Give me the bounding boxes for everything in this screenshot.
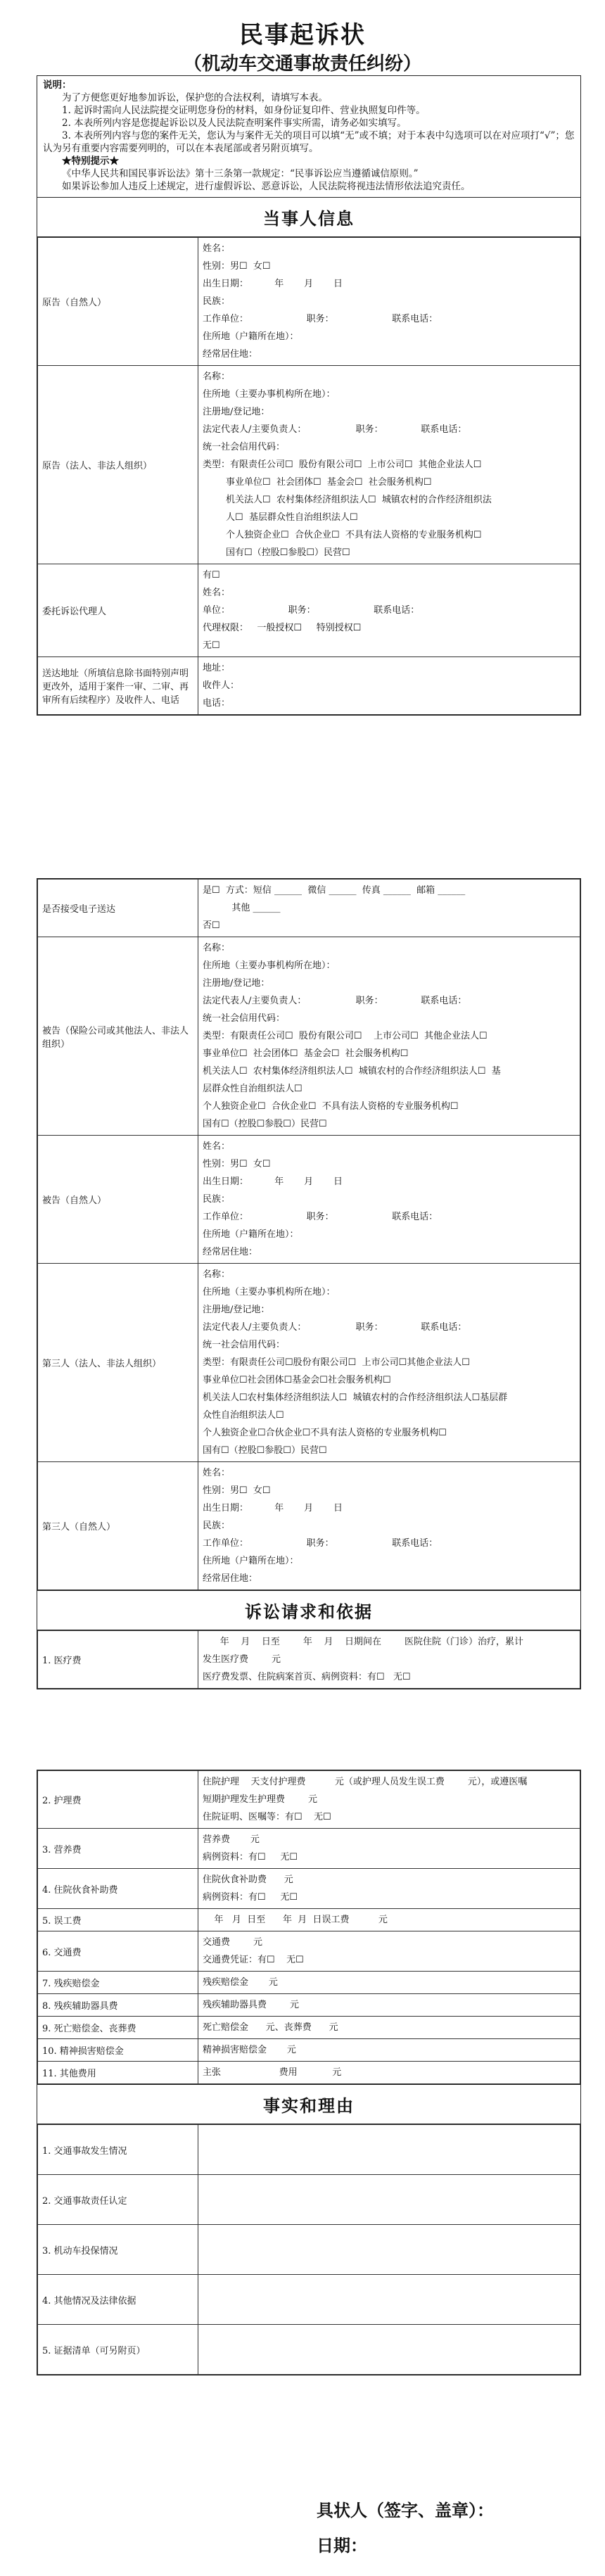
- form-row: [38, 1994, 580, 2017]
- field-line: 注册地/登记地：: [203, 978, 270, 989]
- form-row: [38, 1136, 580, 1264]
- field-line: 名称：: [203, 372, 231, 382]
- field-line: 交通费 元: [203, 1937, 263, 1948]
- field-line: 注册地/登记地：: [203, 1305, 270, 1315]
- field-line: 医疗费发票、住院病案首页、病例资料：有☐ 无☐: [203, 1672, 411, 1682]
- field-line: 工作单位： 职务： 联系电话：: [203, 1212, 438, 1222]
- row-value[interactable]: [198, 2017, 580, 2039]
- field-line: 住院证明、医嘱等：有☐ 无☐: [203, 1812, 331, 1822]
- field-line: 国有☐（控股☐参股☐）民营☐: [203, 1445, 327, 1456]
- form-row: [38, 1631, 580, 1689]
- field-line: 事业单位☐ 社会团体☐ 基金会☐ 社会服务机构☐: [203, 1048, 409, 1059]
- field-line: 经常居住地：: [203, 1573, 258, 1584]
- form-row: [38, 1462, 580, 1590]
- row-value[interactable]: [198, 1829, 580, 1869]
- field-line: 发生医疗费 元: [203, 1654, 281, 1665]
- parties-table-2: [37, 879, 580, 1590]
- field-line: 住所地（户籍所在地）：: [203, 1229, 299, 1240]
- row-value[interactable]: [198, 2062, 580, 2084]
- row-value[interactable]: [198, 657, 580, 715]
- field-line: 出生日期： 年 月 日: [203, 1503, 343, 1514]
- form-row: [38, 2225, 580, 2275]
- special-notice-heading: ★特别提示★: [62, 156, 119, 167]
- field-line: 短期护理发生护理费 元: [203, 1794, 318, 1805]
- facts-table: [37, 2124, 580, 2375]
- field-line: 精神损害赔偿金 元: [203, 2045, 296, 2055]
- field-line: 法定代表人/主要负责人： 职务： 联系电话：: [203, 424, 467, 435]
- form-row: [38, 238, 580, 366]
- field-line: 统一社会信用代码：: [203, 442, 286, 452]
- row-value[interactable]: [198, 2039, 580, 2062]
- form-row: [38, 1771, 580, 1829]
- form-row: [38, 1869, 580, 1909]
- field-line: 住所地（主要办事机构所在地）：: [203, 960, 336, 971]
- field-line: 法定代表人/主要负责人： 职务： 联系电话：: [203, 996, 467, 1006]
- form-row: [38, 1829, 580, 1869]
- form-row: [38, 366, 580, 564]
- row-label: 7. 残疾赔偿金: [38, 1972, 198, 1994]
- row-label: 4. 其他情况及法律依据: [38, 2275, 198, 2325]
- field-line: 年 月 日至 年 月 日期间在 医院住院（门诊）治疗，累计: [203, 1637, 524, 1647]
- row-value[interactable]: [198, 564, 580, 657]
- field-line: 主张 费用 元: [203, 2067, 342, 2078]
- field-line: 单位： 职务： 联系电话：: [203, 605, 420, 616]
- form-row: [38, 2325, 580, 2375]
- field-line: 住所地（主要办事机构所在地）：: [203, 389, 336, 400]
- field-line: 出生日期： 年 月 日: [203, 279, 343, 289]
- instructions-box: [37, 76, 580, 198]
- field-line: 电话：: [203, 698, 231, 709]
- form-row: [38, 1931, 580, 1972]
- row-value[interactable]: [198, 1631, 580, 1689]
- field-line: 是☐ 方式：短信 ______ 微信 ______ 传真 ______ 邮箱 ______: [203, 885, 466, 896]
- field-line: 众性自治组织法人☐: [203, 1410, 284, 1421]
- row-label: 10. 精神损害赔偿金: [38, 2039, 198, 2062]
- form-row: [38, 1909, 580, 1931]
- field-line: 残疾辅助器具费 元: [203, 2000, 300, 2010]
- instruction-line: 3. 本表所列内容与您的案件无关，您认为与案件无关的项目可以填“无”或不填；对于本表中勾选项可以在对应项打“√”；您认为另有重要内容需要列明的，可以在本表尾部或者另附页填写。: [43, 130, 575, 154]
- claims-table-1: [37, 1630, 580, 1689]
- field-line: 个人独资企业☐合伙企业☐不具有法人资格的专业服务机构☐: [203, 1428, 447, 1438]
- signer-label: 具状人（签字、盖章）：: [317, 2500, 494, 2520]
- form-row: [38, 2125, 580, 2175]
- field-line: 性别：男☐ 女☐: [203, 261, 271, 272]
- row-label: 2. 护理费: [38, 1771, 198, 1829]
- form-row: [38, 2275, 580, 2325]
- row-label: 原告（法人、非法人组织）: [38, 366, 198, 564]
- row-value[interactable]: [198, 1994, 580, 2017]
- row-value[interactable]: [198, 1771, 580, 1829]
- row-value[interactable]: [198, 1462, 580, 1590]
- form-row: [38, 2017, 580, 2039]
- row-value[interactable]: [198, 1264, 580, 1462]
- form-row: [38, 937, 580, 1136]
- row-value[interactable]: [198, 1931, 580, 1972]
- form-row: [38, 880, 580, 937]
- row-label: 原告（自然人）: [38, 238, 198, 366]
- row-label: 8. 残疾辅助器具费: [38, 1994, 198, 2017]
- field-line: 工作单位： 职务： 联系电话：: [203, 1538, 438, 1549]
- row-label: 5. 证据清单（可另附页）: [38, 2325, 198, 2375]
- field-line: 机关法人☐ 农村集体经济组织法人☐ 城镇农村的合作经济组织法: [203, 495, 492, 505]
- field-line: 工作单位： 职务： 联系电话：: [203, 314, 438, 324]
- page-title: 民事起诉状: [239, 21, 366, 49]
- field-line: 有☐: [203, 570, 220, 580]
- field-line: 收件人：: [203, 680, 240, 691]
- row-value[interactable]: [198, 1869, 580, 1909]
- field-line: 个人独资企业☐ 合伙企业☐ 不具有法人资格的专业服务机构☐: [203, 1101, 459, 1112]
- field-line: 统一社会信用代码：: [203, 1013, 286, 1024]
- field-line: 年 月 日至 年 月 日误工费 元: [203, 1915, 388, 1925]
- field-line: 机关法人☐ 农村集体经济组织法人☐ 城镇农村的合作经济组织法人☐ 基: [203, 1066, 501, 1077]
- row-label: 2. 交通事故责任认定: [38, 2175, 198, 2225]
- field-line: 民族：: [203, 296, 231, 307]
- row-label: 6. 交通费: [38, 1931, 198, 1972]
- field-line: 住所地（户籍所在地）：: [203, 331, 299, 342]
- instruction-line: 为了方便您更好地参加诉讼，保护您的合法权利，请填写本表。: [62, 92, 328, 103]
- row-label: 是否接受电子送达: [38, 880, 198, 937]
- field-line: 机关法人☐农村集体经济组织法人☐ 城镇农村的合作经济组织法人☐基层群: [203, 1392, 508, 1403]
- section-heading-claims: 诉讼请求和依据: [37, 1590, 580, 1630]
- form-row: [38, 2062, 580, 2084]
- row-label: 被告（保险公司或其他法人、非法人组织）: [38, 937, 198, 1136]
- form-row: [38, 1972, 580, 1994]
- row-value[interactable]: [198, 937, 580, 1136]
- field-line: 营养费 元: [203, 1834, 260, 1845]
- row-label: 被告（自然人）: [38, 1136, 198, 1264]
- row-value[interactable]: [198, 1909, 580, 1931]
- page-subtitle: （机动车交通事故责任纠纷）: [183, 53, 421, 75]
- form-row: [38, 657, 580, 715]
- field-line: 性别：男☐ 女☐: [203, 1159, 271, 1169]
- field-line: 其他 ______: [203, 903, 281, 913]
- field-line: 国有☐（控股☐参股☐）民营☐: [203, 547, 350, 558]
- row-label: 3. 机动车投保情况: [38, 2225, 198, 2275]
- field-line: 无☐: [203, 640, 220, 651]
- field-line: 类型：有限责任公司☐ 股份有限公司☐ 上市公司☐ 其他企业法人☐: [203, 1031, 488, 1041]
- row-label: 1. 医疗费: [38, 1631, 198, 1689]
- field-line: 姓名：: [203, 243, 231, 254]
- date-label: 日期：: [317, 2535, 367, 2556]
- section-heading-parties: 当事人信息: [37, 198, 580, 237]
- parties-table-1: [37, 237, 580, 715]
- row-value[interactable]: [198, 1136, 580, 1264]
- form-block-2: [37, 878, 581, 1689]
- field-line: 病例资料：有☐ 无☐: [203, 1892, 298, 1903]
- field-line: 民族：: [203, 1194, 231, 1205]
- row-label: 1. 交通事故发生情况: [38, 2125, 198, 2175]
- form-row: [38, 564, 580, 657]
- field-line: 人☐ 基层群众性自治组织法人☐: [203, 512, 358, 523]
- field-line: 死亡赔偿金 元、丧葬费 元: [203, 2022, 338, 2033]
- form-block-3: [37, 1770, 581, 2375]
- section-heading-facts: 事实和理由: [37, 2084, 580, 2124]
- row-value[interactable]: [198, 2275, 580, 2325]
- field-line: 类型：有限责任公司☐ 股份有限公司☐ 上市公司☐ 其他企业法人☐: [203, 459, 482, 470]
- instruction-line: 2. 本表所列内容是您提起诉讼以及人民法院查明案件事实所需，请务必如实填写。: [62, 118, 407, 129]
- form-row: [38, 2039, 580, 2062]
- row-value[interactable]: [198, 880, 580, 937]
- instructions-heading: 说明：: [43, 80, 72, 91]
- row-label: 9. 死亡赔偿金、丧葬费: [38, 2017, 198, 2039]
- row-label: 3. 营养费: [38, 1829, 198, 1869]
- field-line: 层群众性自治组织法人☐: [203, 1084, 302, 1094]
- row-label: 送达地址（所填信息除书面特别声明更改外，适用于案件一审、二审、再审所有后续程序）及收件人、电话: [38, 657, 198, 715]
- instruction-line: 如果诉讼参加人违反上述规定，进行虚假诉讼、恶意诉讼，人民法院将视违法情形依法追究责任。: [62, 181, 471, 192]
- row-label: 4. 住院伙食补助费: [38, 1869, 198, 1909]
- row-label: 委托诉讼代理人: [38, 564, 198, 657]
- field-line: 住所地（主要办事机构所在地）：: [203, 1287, 336, 1297]
- field-line: 残疾赔偿金 元: [203, 1977, 278, 1988]
- field-line: 个人独资企业☐ 合伙企业☐ 不具有法人资格的专业服务机构☐: [203, 530, 482, 540]
- field-line: 姓名：: [203, 588, 231, 598]
- instruction-line: 1. 起诉时需向人民法院提交证明您身份的材料，如身份证复印件、营业执照复印件等。: [62, 105, 426, 116]
- field-line: 事业单位☐社会团体☐基金会☐社会服务机构☐: [203, 1375, 391, 1385]
- instruction-line: 《中华人民共和国民事诉讼法》第十三条第一款规定：“民事诉讼应当遵循诚信原则。”: [62, 168, 419, 179]
- field-line: 住院护理 天支付护理费 元（或护理人员发生误工费 元），或遵医嘱: [203, 1777, 528, 1787]
- field-line: 住院伙食补助费 元: [203, 1874, 293, 1885]
- field-line: 住所地（户籍所在地）：: [203, 1556, 299, 1566]
- claims-table-2: [37, 1770, 580, 2084]
- row-value[interactable]: [198, 2325, 580, 2375]
- field-line: 国有☐（控股☐参股☐）民营☐: [203, 1119, 327, 1129]
- form-block-1: [37, 75, 581, 716]
- field-line: 姓名：: [203, 1468, 231, 1478]
- field-line: 经常居住地：: [203, 349, 258, 360]
- field-line: 否☐: [203, 920, 220, 931]
- field-line: 注册地/登记地：: [203, 407, 270, 417]
- row-value[interactable]: [198, 1972, 580, 1994]
- row-label: 第三人（法人、非法人组织）: [38, 1264, 198, 1462]
- field-line: 地址：: [203, 663, 231, 673]
- field-line: 代理权限： 一般授权☐ 特别授权☐: [203, 623, 362, 633]
- form-row: [38, 1264, 580, 1462]
- row-value[interactable]: [198, 366, 580, 564]
- field-line: 病例资料：有☐ 无☐: [203, 1852, 298, 1863]
- row-value[interactable]: [198, 2175, 580, 2225]
- row-value[interactable]: [198, 238, 580, 366]
- field-line: 事业单位☐ 社会团体☐ 基金会☐ 社会服务机构☐: [203, 477, 432, 488]
- field-line: 姓名：: [203, 1141, 231, 1152]
- field-line: 类型：有限责任公司☐股份有限公司☐ 上市公司☐其他企业法人☐: [203, 1357, 470, 1368]
- form-row: [38, 2175, 580, 2225]
- field-line: 名称：: [203, 943, 231, 953]
- row-label: 11. 其他费用: [38, 2062, 198, 2084]
- field-line: 统一社会信用代码：: [203, 1340, 286, 1350]
- row-label: 第三人（自然人）: [38, 1462, 198, 1590]
- row-value[interactable]: [198, 2125, 580, 2175]
- field-line: 出生日期： 年 月 日: [203, 1176, 343, 1187]
- field-line: 法定代表人/主要负责人： 职务： 联系电话：: [203, 1322, 467, 1333]
- field-line: 民族：: [203, 1521, 231, 1531]
- field-line: 性别：男☐ 女☐: [203, 1485, 271, 1496]
- field-line: 经常居住地：: [203, 1247, 258, 1257]
- row-label: 5. 误工费: [38, 1909, 198, 1931]
- row-value[interactable]: [198, 2225, 580, 2275]
- field-line: 名称：: [203, 1269, 231, 1280]
- field-line: 交通费凭证：有☐ 无☐: [203, 1955, 304, 1965]
